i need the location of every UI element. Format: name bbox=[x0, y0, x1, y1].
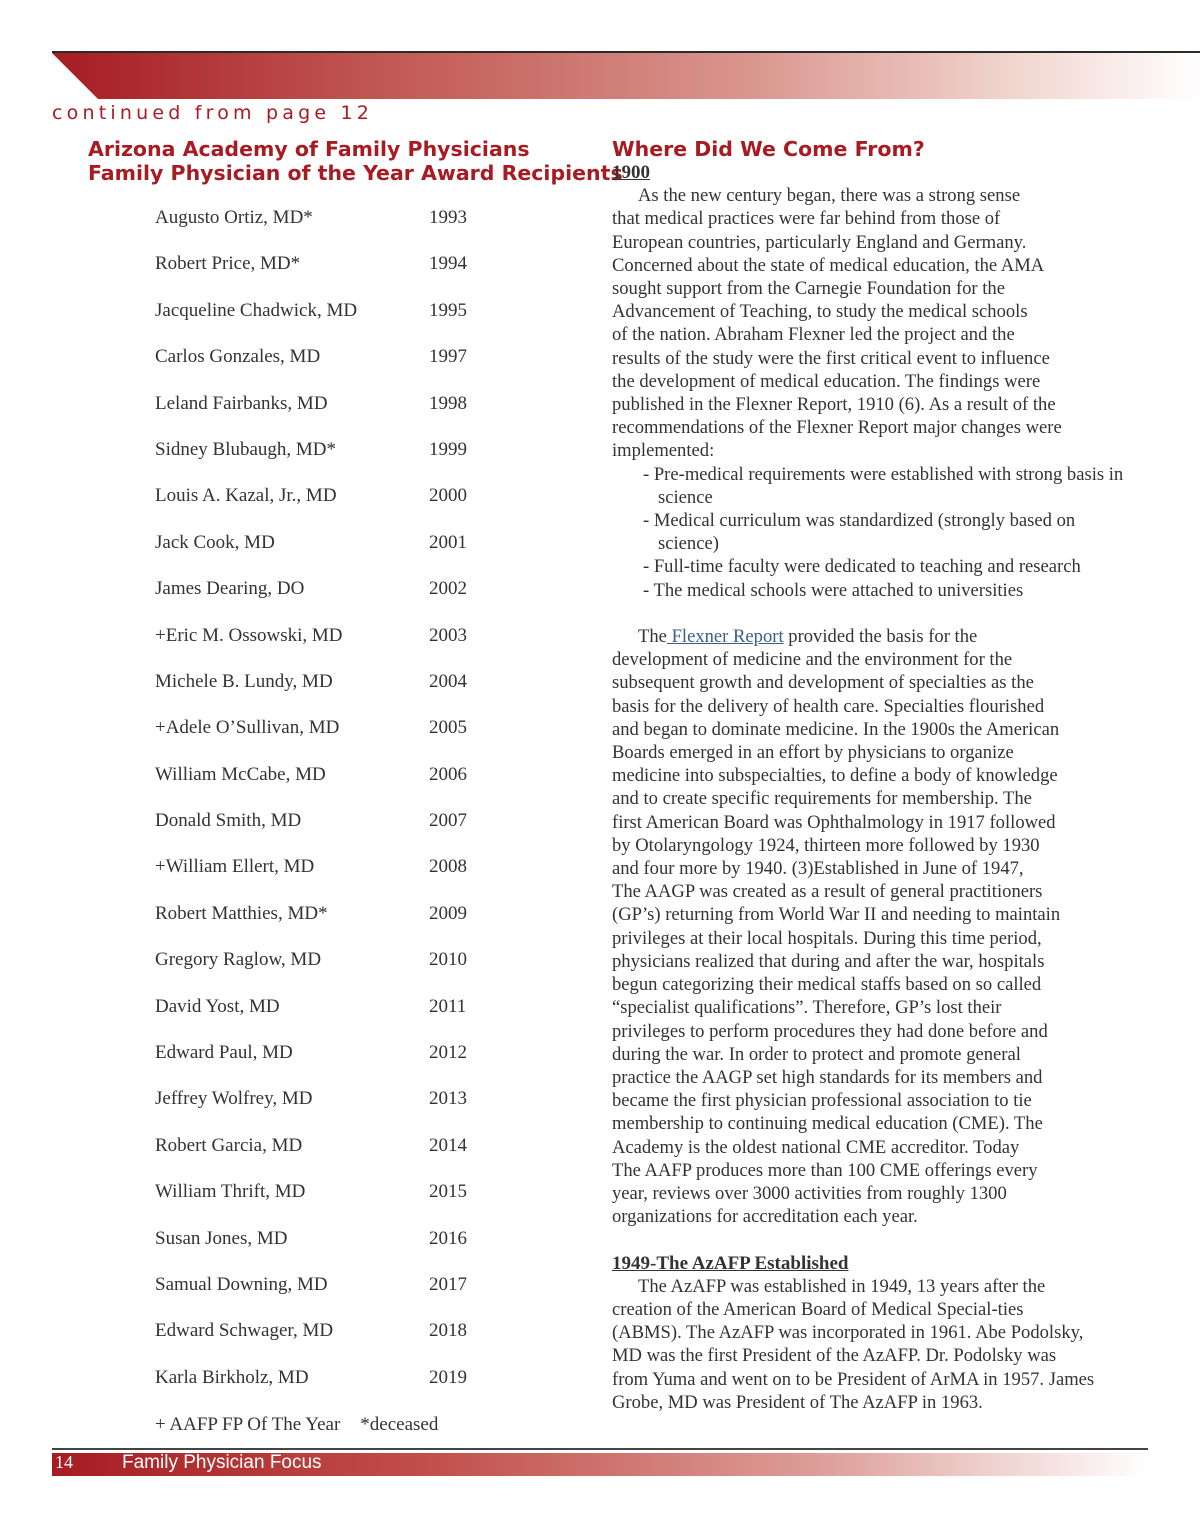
list-item bbox=[155, 856, 515, 902]
list-item bbox=[155, 532, 515, 578]
article-column bbox=[612, 137, 1132, 1414]
award-year: 2017 bbox=[429, 1273, 467, 1295]
header-banner bbox=[52, 53, 1200, 99]
list-item bbox=[155, 439, 515, 485]
recipient-name: Karla Birkholz, MD bbox=[155, 1366, 309, 1388]
award-year: 2007 bbox=[429, 810, 467, 832]
list-item bbox=[155, 671, 515, 717]
footer-rule bbox=[52, 1448, 1148, 1450]
award-year: 2005 bbox=[429, 717, 467, 739]
list-item: - The medical schools were attached to universities bbox=[643, 579, 1024, 601]
list-item bbox=[155, 253, 515, 299]
recipient-name: James Dearing, DO bbox=[155, 578, 305, 600]
recipient-name: +Eric M. Ossowski, MD bbox=[155, 624, 343, 646]
list-item: - Medical curriculum was standardized (strongly based on science) bbox=[643, 510, 1076, 555]
recipient-name: Sidney Blubaugh, MD* bbox=[155, 438, 337, 460]
list-item bbox=[155, 903, 515, 949]
recipient-name: Robert Matthies, MD* bbox=[155, 902, 328, 924]
flexner-changes-list bbox=[612, 463, 1132, 602]
recipient-name: +William Ellert, MD bbox=[155, 856, 315, 878]
list-item bbox=[155, 996, 515, 1042]
recipient-name: Jack Cook, MD bbox=[155, 531, 275, 553]
list-item bbox=[155, 1181, 515, 1227]
award-year: 2013 bbox=[429, 1088, 467, 1110]
list-item: - Full-time faculty were dedicated to teaching and research bbox=[643, 556, 1081, 578]
list-item bbox=[155, 1228, 515, 1274]
list-item bbox=[155, 300, 515, 346]
award-year: 2003 bbox=[429, 624, 467, 646]
section-title-1900: 1900 bbox=[612, 162, 650, 183]
recipient-name: Samual Downing, MD bbox=[155, 1273, 328, 1295]
list-item bbox=[155, 1367, 515, 1413]
list-item bbox=[155, 625, 515, 671]
recipient-name: Donald Smith, MD bbox=[155, 810, 302, 832]
award-year: 2002 bbox=[429, 578, 467, 600]
list-item bbox=[155, 207, 515, 253]
award-list-heading bbox=[88, 137, 623, 185]
award-year: 2014 bbox=[429, 1134, 467, 1156]
recipient-name: Leland Fairbanks, MD bbox=[155, 392, 328, 414]
award-year: 1993 bbox=[429, 207, 467, 228]
header-rule bbox=[52, 51, 1200, 53]
recipient-name: Robert Garcia, MD bbox=[155, 1134, 303, 1156]
award-year: 2015 bbox=[429, 1181, 467, 1203]
legend-deceased: *deceased bbox=[360, 1414, 439, 1435]
award-year: 2008 bbox=[429, 856, 467, 878]
list-item bbox=[155, 810, 515, 856]
paragraph-body: provided the basis for the development of medicine and the environment for the subsequent growth and development of specialties as the basis for the delivery of health care. Specialties flourished and began to dominate medicine. In the 1900s the American Boards emerged in an effort by physicians to organize medicine into subspecialties, to define a body of knowledge and to create specific requirements for membership. The first American Board was Ophthalmology in 1917 followed by Otolaryngology 1924, thirteen more followed by 1930 and four more by 1940. (3)Established in June of 1947, The AAGP was created as a result of general practitioners (GP’s) returning from World War II and needing to maintain privileges at their local hospitals. During this time period, physicians realized that during and after the war, hospitals begun categorizing their medical staffs based on so called “specialist qualifications”. Therefore, GP’s lost their privileges to perform procedures they had done before and during the war. In order to protect and promote general practice the AAGP set high standards for its members and became the first physician professional association to tie membership to continuing medical education (CME). The Academy is the oldest national CME accreditor. Today The AAFP produces more than 100 CME offerings every year, reviews over 3000 activities from roughly 1300 organizations for accreditation each year. bbox=[612, 626, 1061, 1228]
recipient-name: Louis A. Kazal, Jr., MD bbox=[155, 485, 337, 507]
magazine-title: Family Physician Focus bbox=[122, 1452, 322, 1473]
recipient-name: Edward Schwager, MD bbox=[155, 1320, 334, 1342]
award-year: 1994 bbox=[429, 253, 467, 275]
award-year: 2018 bbox=[429, 1320, 467, 1342]
paragraph-1900: As the new century began, there was a strong sense that medical practices were far behind from those of European countries, particularly England and Germany. Concerned about the state of medical education, the AMA sought support from the Carnegie Foundation for the Advancement of Teaching, to study the medical schools of the nation. Abraham Flexner led the project and the results of the study were the first critical event to influence the development of medical education. The findings were published in the Flexner Report, 1910 (6). As a result of the recommendations of the Flexner Report major changes were implemented: bbox=[612, 185, 1062, 462]
award-year: 2000 bbox=[429, 485, 467, 507]
paragraph-1949: The AzAFP was established in 1949, 13 years after the creation of the American Board of Medical Special-ties (ABMS). The AzAFP was incorporated in 1961. Abe Podolsky, MD was the first President of the AzAFP. Dr. Podolsky was from Yuma and went on to be President of ArMA in 1957. James Grobe, MD was President of The AzAFP in 1963. bbox=[612, 1275, 1095, 1413]
spacer bbox=[612, 1228, 1132, 1251]
award-year: 2009 bbox=[429, 902, 467, 924]
award-legend bbox=[155, 1414, 438, 1436]
paragraph-lead: The bbox=[638, 626, 667, 648]
recipient-name: Michele B. Lundy, MD bbox=[155, 670, 333, 692]
award-year: 2012 bbox=[429, 1042, 467, 1064]
list-item bbox=[155, 1320, 515, 1366]
recipient-name: Edward Paul, MD bbox=[155, 1042, 293, 1064]
recipient-name: Robert Price, MD* bbox=[155, 253, 301, 275]
legend-aafp: + AAFP FP Of The Year bbox=[155, 1414, 341, 1435]
award-year: 2006 bbox=[429, 763, 467, 785]
recipient-name: Augusto Ortiz, MD* bbox=[155, 207, 313, 228]
recipient-name: Jeffrey Wolfrey, MD bbox=[155, 1088, 313, 1110]
recipient-name: William McCabe, MD bbox=[155, 763, 326, 785]
paragraph-specialties bbox=[612, 625, 1132, 1228]
recipient-name: +Adele O’Sullivan, MD bbox=[155, 717, 340, 739]
recipient-name: Gregory Raglow, MD bbox=[155, 949, 322, 971]
list-item: - Pre-medical requirements were established with strong basis in science bbox=[643, 463, 1124, 508]
award-heading-line2: Family Physician of the Year Award Recipients bbox=[88, 161, 623, 185]
list-item bbox=[155, 1274, 515, 1320]
list-item bbox=[155, 393, 515, 439]
flexner-report-link[interactable]: Flexner Report bbox=[666, 626, 784, 648]
award-heading-line1: Arizona Academy of Family Physicians bbox=[88, 137, 530, 161]
award-year: 2019 bbox=[429, 1366, 467, 1388]
list-item bbox=[155, 485, 515, 531]
list-item bbox=[155, 949, 515, 995]
award-recipient-list bbox=[155, 207, 515, 1413]
list-item bbox=[155, 1042, 515, 1088]
list-item bbox=[155, 717, 515, 763]
list-item bbox=[155, 1135, 515, 1181]
award-year: 1998 bbox=[429, 392, 467, 414]
award-year: 1999 bbox=[429, 438, 467, 460]
award-year: 2004 bbox=[429, 670, 467, 692]
article-title: Where Did We Come From? bbox=[612, 137, 925, 161]
spacer bbox=[612, 602, 1132, 625]
award-year: 2001 bbox=[429, 531, 467, 553]
award-year: 2010 bbox=[429, 949, 467, 971]
recipient-name: David Yost, MD bbox=[155, 995, 280, 1017]
recipient-name: William Thrift, MD bbox=[155, 1181, 306, 1203]
recipient-name: Jacqueline Chadwick, MD bbox=[155, 299, 358, 321]
recipient-name: Carlos Gonzales, MD bbox=[155, 346, 321, 368]
list-item bbox=[155, 346, 515, 392]
award-year: 1997 bbox=[429, 346, 467, 368]
section-title-1949: 1949-The AzAFP Established bbox=[612, 1252, 849, 1274]
page-number: 14 bbox=[55, 1452, 73, 1472]
list-item bbox=[155, 1088, 515, 1134]
list-item bbox=[155, 764, 515, 810]
award-year: 2016 bbox=[429, 1227, 467, 1249]
recipient-name: Susan Jones, MD bbox=[155, 1227, 288, 1249]
award-year: 1995 bbox=[429, 299, 467, 321]
award-year: 2011 bbox=[429, 995, 467, 1017]
continued-label: continued from page 12 bbox=[52, 102, 374, 124]
list-item bbox=[155, 578, 515, 624]
